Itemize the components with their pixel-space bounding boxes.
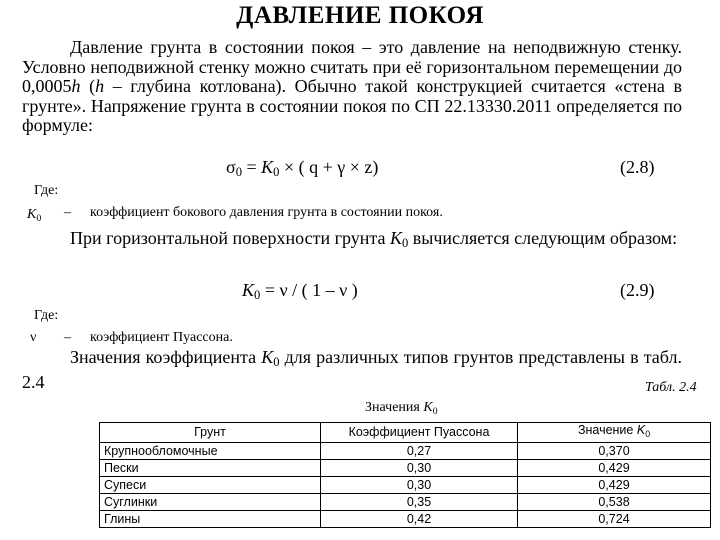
k0-cell: 0,724 (518, 511, 711, 528)
k0-cell: 0,370 (518, 443, 711, 460)
where-symbol-k0 (27, 207, 41, 224)
soil-cell: Супеси (100, 477, 321, 494)
where1-symbol-sub: 0 (36, 213, 42, 224)
intro-text-2: ( (80, 76, 96, 97)
table-row (100, 443, 711, 460)
where-label-2: Где: (34, 308, 59, 323)
k0-cell: 0,429 (518, 460, 711, 477)
table-label: Табл. 2.4 (645, 380, 697, 395)
intro-text-1: Давление грунта в состоянии покоя – это давление на неподвижную стенку. Условно неподвижной стенку можно считать при её горизонтальном перемещении до 0,0005 (22, 37, 682, 97)
para2-k-sub: 0 (401, 236, 409, 250)
para3-k-sub: 0 (273, 355, 280, 369)
formula-2-9 (242, 280, 358, 303)
para2-text-2: вычисляется следующим образом: (408, 228, 678, 248)
intro-h-var-2: h (95, 76, 105, 97)
k0-cell: 0,538 (518, 494, 711, 511)
table-caption-sub: 0 (432, 406, 438, 417)
para3-k: K (261, 347, 274, 367)
page-title: ДАВЛЕНИЕ ПОКОЯ (236, 2, 484, 29)
where-text-2: коэффициент Пуассона. (90, 330, 233, 345)
poisson-cell: 0,35 (321, 494, 518, 511)
soil-cell: Суглинки (100, 494, 321, 511)
formula2-rhs: = ν / ( 1 – ν ) (264, 280, 358, 300)
where-label-1: Где: (34, 183, 59, 198)
k0-values-table (99, 422, 711, 528)
table-caption-text: Значения (365, 400, 424, 415)
where-dash-1: – (64, 205, 71, 220)
formula2-k-sub: 0 (254, 288, 261, 302)
paragraph-3 (22, 348, 682, 392)
soil-cell: Пески (100, 460, 321, 477)
soil-cell: Крупнообломочные (100, 443, 321, 460)
table-row (100, 460, 711, 477)
formula1-k-sub: 0 (273, 165, 280, 179)
formula1-lhs-sub: 0 (235, 165, 242, 179)
poisson-cell: 0,27 (321, 443, 518, 460)
formula1-lhs: σ (226, 157, 236, 177)
header-k0 (518, 423, 711, 443)
para3-text-2: для различных типов грунтов представлены в табл. 2.4 (22, 347, 682, 392)
intro-h-var: h (71, 76, 81, 97)
header-k0-k: K (636, 423, 646, 437)
table-row (100, 477, 711, 494)
header-soil: Грунт (100, 423, 321, 443)
where-dash-2: – (64, 330, 71, 345)
where-text-1: коэффициент бокового давления грунта в состоянии покоя. (90, 205, 443, 220)
table-row (100, 511, 711, 528)
where1-symbol: K (27, 207, 37, 222)
formula1-eq: = (246, 157, 257, 177)
k0-cell: 0,429 (518, 477, 711, 494)
header-k0-sub: 0 (645, 429, 651, 439)
soil-cell: Глины (100, 511, 321, 528)
table-row (100, 494, 711, 511)
para3-text-1: Значения коэффициента (70, 347, 262, 367)
intro-paragraph (22, 38, 682, 136)
poisson-cell: 0,42 (321, 511, 518, 528)
para2-text-1: При горизонтальной поверхности грунта (70, 228, 390, 248)
formula-2-8-number: (2.8) (620, 157, 655, 177)
formula1-k: K (261, 157, 274, 177)
formula2-k: K (242, 280, 255, 300)
para2-k: K (389, 228, 402, 248)
where-symbol-nu: ν (30, 330, 37, 345)
header-k0-text: Значение (577, 423, 637, 437)
formula-2-8 (226, 157, 378, 180)
intro-text-3: – глубина котлована). Обычно такой конструкцией считается «стена в грунте». Напряжение грунта в состоянии покоя по СП 22.13330.2011 определяется по формуле: (22, 76, 682, 136)
formula-2-9-number: (2.9) (620, 280, 655, 300)
paragraph-2 (22, 229, 682, 254)
table-caption-k: K (423, 400, 433, 415)
poisson-cell: 0,30 (321, 460, 518, 477)
header-poisson: Коэффициент Пуассона (321, 423, 518, 443)
table-header-row (100, 423, 711, 443)
formula1-rhs: × ( q + γ × z) (283, 157, 379, 177)
poisson-cell: 0,30 (321, 477, 518, 494)
table-caption (365, 400, 438, 417)
